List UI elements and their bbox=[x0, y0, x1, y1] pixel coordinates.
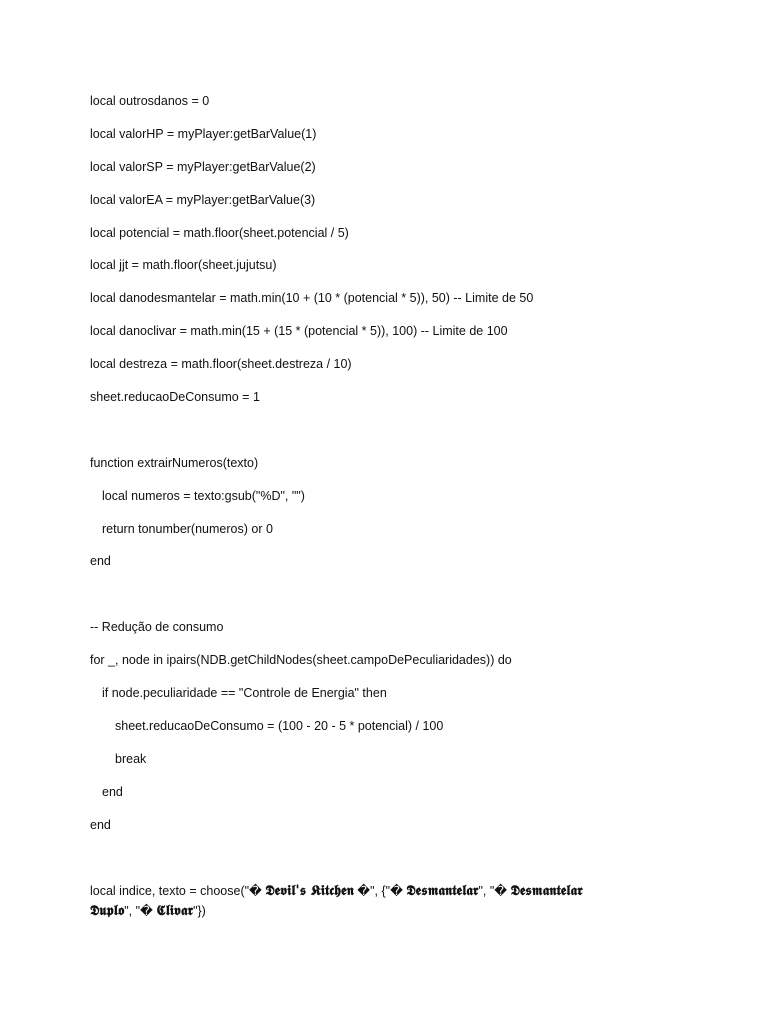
blank-line bbox=[90, 421, 690, 439]
code-line: local outrosdanos = 0 bbox=[90, 94, 210, 108]
fraktur-text: 𝕯𝖊𝖘𝖒𝖆𝖓𝖙𝖊𝖑𝖆𝖗 bbox=[406, 883, 479, 900]
fraktur-text: 𝕮𝖑𝖎𝖛𝖆𝖗 bbox=[156, 903, 194, 920]
code-line: end bbox=[90, 817, 111, 832]
code-text: �", {"� bbox=[353, 884, 407, 899]
code-line: if node.peculiaridade == "Controle de Energia" then bbox=[102, 686, 387, 701]
code-line-choose bbox=[90, 881, 610, 921]
code-line: local numeros = texto:gsub("%D", "") bbox=[102, 488, 305, 503]
code-line: sheet.reducaoDeConsumo = 1 bbox=[90, 390, 260, 405]
code-line: break bbox=[115, 751, 147, 766]
code-line: -- Redução de consumo bbox=[90, 620, 224, 635]
code-line: for _, node in ipairs(NDB.getChildNodes(sheet.campoDePeculiaridades)) do bbox=[90, 653, 512, 668]
code-line: function extrairNumeros(texto) bbox=[90, 455, 259, 470]
fraktur-text: 𝕯𝖊𝖛𝖎𝖑'𝖘 𝕶𝖎𝖙𝖈𝖍𝖊𝖓 bbox=[265, 883, 354, 900]
blank-line bbox=[90, 585, 690, 603]
code-line: local destreza = math.floor(sheet.destreza / 10) bbox=[90, 357, 352, 372]
fraktur-text: 𝕯𝖊𝖘𝖒𝖆𝖓𝖙𝖊𝖑𝖆𝖗 𝕯𝖚𝖕𝖑𝖔 bbox=[90, 883, 583, 920]
code-line: local potencial = math.floor(sheet.potencial / 5) bbox=[90, 225, 349, 240]
code-line: end bbox=[90, 554, 111, 569]
code-text: � bbox=[249, 884, 266, 899]
code-text: "}) bbox=[193, 904, 206, 919]
code-listing bbox=[90, 92, 690, 921]
code-line: local danodesmantelar = math.min(10 + (10 * (potencial * 5)), 50) -- Limite de 50 bbox=[90, 291, 534, 306]
code-line: local valorHP = myPlayer:getBarValue(1) bbox=[90, 126, 317, 141]
code-text: ", "� bbox=[478, 884, 511, 899]
code-line: local valorEA = myPlayer:getBarValue(3) bbox=[90, 192, 316, 207]
code-line: return tonumber(numeros) or 0 bbox=[102, 521, 273, 536]
code-text: local indice, texto = choose(" bbox=[90, 884, 250, 899]
code-line: end bbox=[102, 784, 123, 799]
blank-line bbox=[90, 848, 690, 866]
code-line: sheet.reducaoDeConsumo = (100 - 20 - 5 * potencial) / 100 bbox=[115, 718, 444, 733]
code-line: local valorSP = myPlayer:getBarValue(2) bbox=[90, 159, 316, 174]
code-line: local jjt = math.floor(sheet.jujutsu) bbox=[90, 258, 277, 273]
code-line: local danoclivar = math.min(15 + (15 * (potencial * 5)), 100) -- Limite de 100 bbox=[90, 324, 508, 339]
code-text: ", "� bbox=[124, 904, 157, 919]
